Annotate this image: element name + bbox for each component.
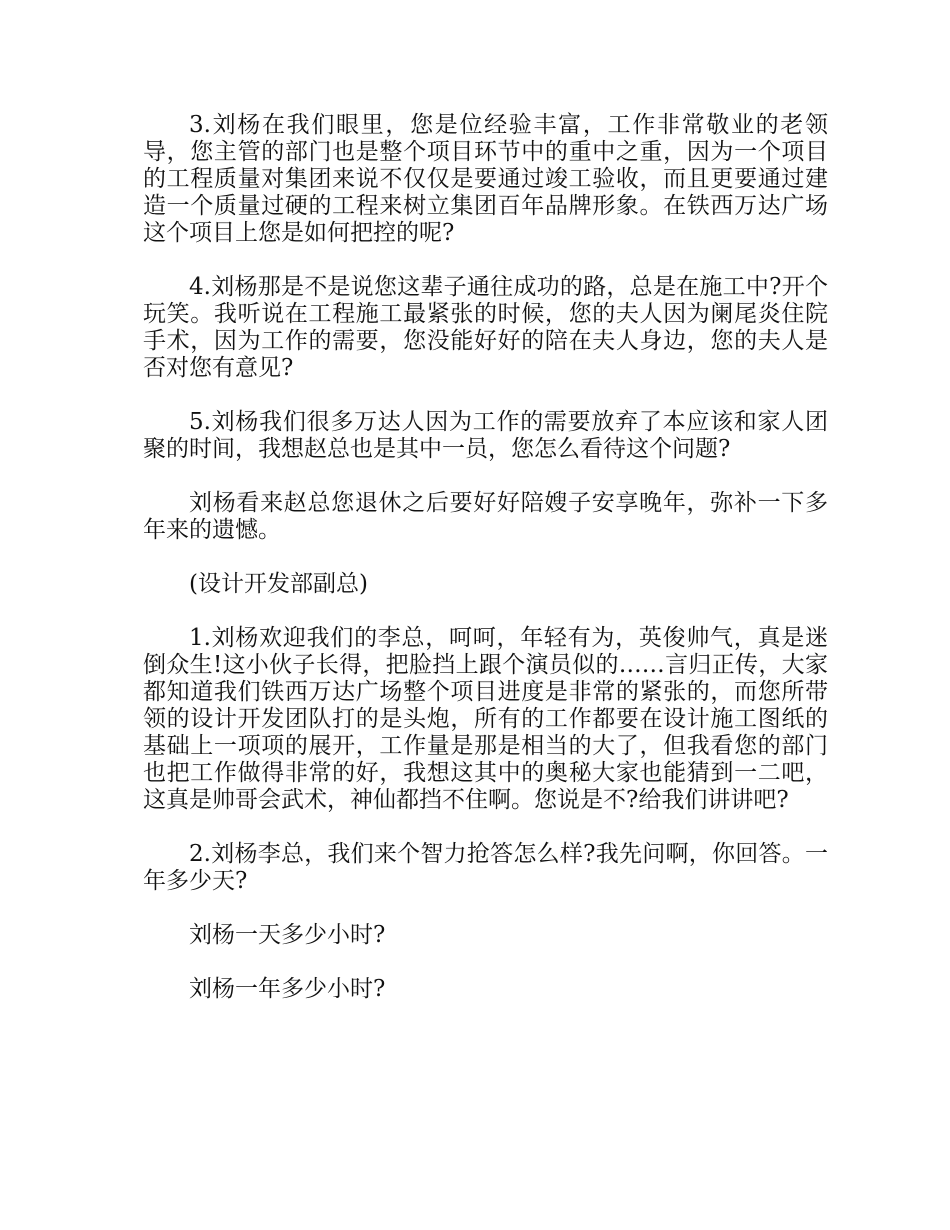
paragraph-hours-per-year: 刘杨一年多少小时? [189, 976, 386, 1002]
paragraph-question-1: 1.刘杨欢迎我们的李总，呵呵，年轻有为，英俊帅气，真是迷倒众生!这小伙子长得，把脸挡上跟个演员似的……言归正传，大家都知道我们铁西万达广场整个项目进度是非常的紧张的，而您所带领的设计开发团队打的是头炮，所有的工作都要在设计施工图纸的基础上一项项的展开，工作量是那是相当的大了，但我看您的部门也把工作做得非常的好，我想这其中的奥秘大家也能猜到一二吧，这真是帅哥会武术，神仙都挡不住啊。您说是不?给我们讲讲吧? [143, 625, 828, 813]
paragraph-question-2: 2.刘杨李总，我们来个智力抢答怎么样?我先问啊，你回答。一年多少天? [143, 841, 828, 894]
paragraph-spacer [143, 895, 828, 922]
paragraph-closing-remark: 刘杨看来赵总您退休之后要好好陪嫂子安享晚年，弥补一下多年来的遗憾。 [143, 490, 828, 543]
paragraph-spacer [143, 814, 828, 841]
paragraph-spacer [143, 544, 828, 571]
paragraph-spacer [143, 382, 828, 409]
paragraph-question-5: 5.刘杨我们很多万达人因为工作的需要放弃了本应该和家人团聚的时间，我想赵总也是其中一员，您怎么看待这个问题? [143, 409, 828, 462]
document-body [143, 112, 828, 1003]
section-heading-design-dept: (设计开发部副总) [189, 571, 368, 597]
paragraph-spacer [143, 949, 828, 976]
paragraph-question-3: 3.刘杨在我们眼里，您是位经验丰富，工作非常敬业的老领导，您主管的部门也是整个项目环节中的重中之重，因为一个项目的工程质量对集团来说不仅仅是要通过竣工验收，而且更要通过建造一个质量过硬的工程来树立集团百年品牌形象。在铁西万达广场这个项目上您是如何把控的呢? [143, 112, 828, 246]
paragraph-question-4: 4.刘杨那是不是说您这辈子通往成功的路，总是在施工中?开个玩笑。我听说在工程施工最紧张的时候，您的夫人因为阑尾炎住院手术，因为工作的需要，您没能好好的陪在夫人身边，您的夫人是否对您有意见? [143, 274, 828, 381]
paragraph-spacer [143, 463, 828, 490]
paragraph-hours-per-day: 刘杨一天多少小时? [189, 922, 386, 948]
paragraph-spacer [143, 247, 828, 274]
paragraph-spacer [143, 598, 828, 625]
